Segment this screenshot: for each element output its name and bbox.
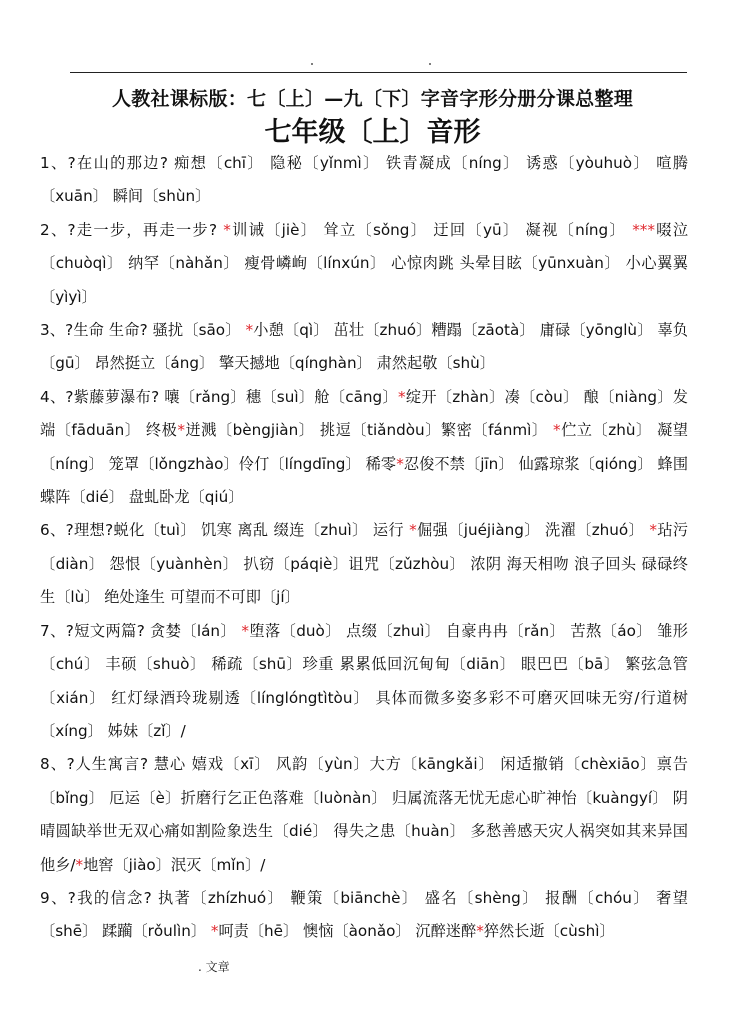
key-marker: * xyxy=(552,421,561,440)
key-marker: * xyxy=(177,421,185,440)
text-run: 呵责〔hē〕 懊恼〔àonǎo〕 沉醉迷醉 xyxy=(218,922,477,941)
text-run: 训诫〔jiè〕 耸立〔sǒng〕 迂回〔yū〕 凝视〔níng〕 xyxy=(230,220,633,239)
text-run: 啜泣〔chuòqì〕 纳罕〔nàhǎn〕 瘦骨嶙峋〔línxún〕 心惊肉跳 头晕目眩〔yūnxuàn〕 小心翼翼〔yìyì〕 xyxy=(40,220,689,306)
text-run: 绽开〔zhàn〕凑〔còu〕 酿〔niàng〕发端〔fāduān〕 终极 xyxy=(40,387,688,440)
key-marker: * xyxy=(409,521,417,540)
text-run: 玷污〔diàn〕 怨恨〔yuànhèn〕 扒窃〔páqiè〕诅咒〔zǔzhòu〕 浓阴 海天相吻 浪子回头 碌碌终生〔lù〕 绝处逢生 可望而不可即〔jí〕 xyxy=(40,521,689,607)
header-dot-left xyxy=(311,63,313,65)
text-run: 6、?理想?蜕化〔tuì〕 饥寒 离乱 缀连〔zhuì〕 运行 xyxy=(40,521,410,540)
key-marker: * xyxy=(75,855,84,874)
text-run: 2、?走一步，再走一步? xyxy=(40,220,224,239)
text-run: 堕落〔duò〕 点缀〔zhuì〕 自豪冉冉〔rǎn〕 苦熬〔áo〕 雏形〔chú〕 丰硕〔shuò〕 稀疏〔shū〕珍重 累累低回沉甸甸〔diān〕 眼巴巴〔bā〕 繁弦急管〔xián〕 红灯绿酒玲珑剔透〔línglóngtìtòu〕 具体而微多姿多彩不可磨灭回味无穷/行道树〔xíng〕 姊妹〔zǐ〕/ xyxy=(40,621,688,740)
key-marker: * xyxy=(397,387,406,406)
section-heading: 七年级〔上〕音形 xyxy=(264,117,481,148)
lesson-2-entry xyxy=(40,214,688,314)
text-run: 猝然长逝〔cùshì〕 xyxy=(483,922,615,941)
text-run: 迸溅〔bèngjiàn〕 挑逗〔tiǎndòu〕繁密〔fánmì〕 xyxy=(184,421,553,440)
lesson-7-entry xyxy=(40,615,688,749)
page-footer: . 文章 xyxy=(198,960,230,974)
key-marker: * xyxy=(241,621,249,640)
text-run: 1、?在山的那边? 痴想〔chī〕 隐秘〔yǐnmì〕 铁青凝成〔níng〕 诱惑〔yòuhuò〕 喧腾〔xuān〕 瞬间〔shùn〕 xyxy=(40,154,688,206)
key-marker: * xyxy=(223,220,231,239)
lesson-6-entry xyxy=(40,514,688,614)
key-marker: *** xyxy=(632,220,655,239)
text-run: 倔强〔juéjiàng〕 洗濯〔zhuó〕 xyxy=(416,521,650,540)
header-rule xyxy=(70,72,687,73)
vocabulary-list xyxy=(40,147,688,949)
text-run: 4、?紫藤萝瀑布? 嚷〔rǎng〕穗〔suì〕舱〔cāng〕 xyxy=(40,387,398,406)
text-run: 7、?短文两篇? 贪婪〔lán〕 xyxy=(40,621,242,640)
key-marker: * xyxy=(396,454,404,473)
lesson-4-entry xyxy=(40,381,688,515)
key-marker: * xyxy=(476,922,484,941)
key-marker: * xyxy=(245,321,254,340)
text-run: 忍俊不禁〔jīn〕 仙露琼浆〔qióng〕 蜂围蝶阵〔dié〕 盘虬卧龙〔qiú〕 xyxy=(40,454,689,507)
text-run: 小憩〔qì〕 茁壮〔zhuó〕糟蹋〔zāotà〕 庸碌〔yōnglù〕 辜负〔gū〕 昂然挺立〔áng〕 擎天撼地〔qínghàn〕 肃然起敬〔shù〕 xyxy=(40,321,688,373)
text-run: 地窖〔jiào〕泯灭〔mǐn〕/ xyxy=(83,855,266,874)
lesson-1-entry xyxy=(40,147,688,214)
lesson-3-entry xyxy=(40,314,688,381)
text-run: 9、?我的信念? 执著〔zhízhuó〕 鞭策〔biānchè〕 盛名〔shèng〕 报酬〔chóu〕 奢望〔shē〕 蹂躏〔rǒulìn〕 xyxy=(40,888,688,941)
header-dot-right xyxy=(429,63,431,65)
text-run: 伫立〔zhù〕 凝望〔níng〕 笼罩〔lǒngzhào〕伶仃〔língdīng〕 稀零 xyxy=(40,421,688,473)
lesson-8-entry xyxy=(40,748,688,882)
text-run: 8、?人生寓言? 慧心 嬉戏〔xī〕 风韵〔yùn〕大方〔kāngkǎi〕 闲适撤销〔chèxiāo〕禀告〔bǐng〕 厄运〔è〕折磨行乞正色落难〔luònàn〕 归属流落无忧无虑心旷神怡〔kuàngyí〕 阴晴圆缺举世无双心痛如割险象迭生〔dié〕 得失之患〔huàn〕 多愁善感天灾人祸突如其来异国他乡/ xyxy=(40,755,688,874)
text-run: 3、?生命 生命? 骚扰〔sāo〕 xyxy=(40,321,246,340)
key-marker: * xyxy=(649,521,657,540)
lesson-9-entry xyxy=(40,882,688,949)
key-marker: * xyxy=(210,922,219,941)
document-title: 人教社课标版：七〔上〕—九〔下〕字音字形分册分课总整理 xyxy=(111,88,634,110)
